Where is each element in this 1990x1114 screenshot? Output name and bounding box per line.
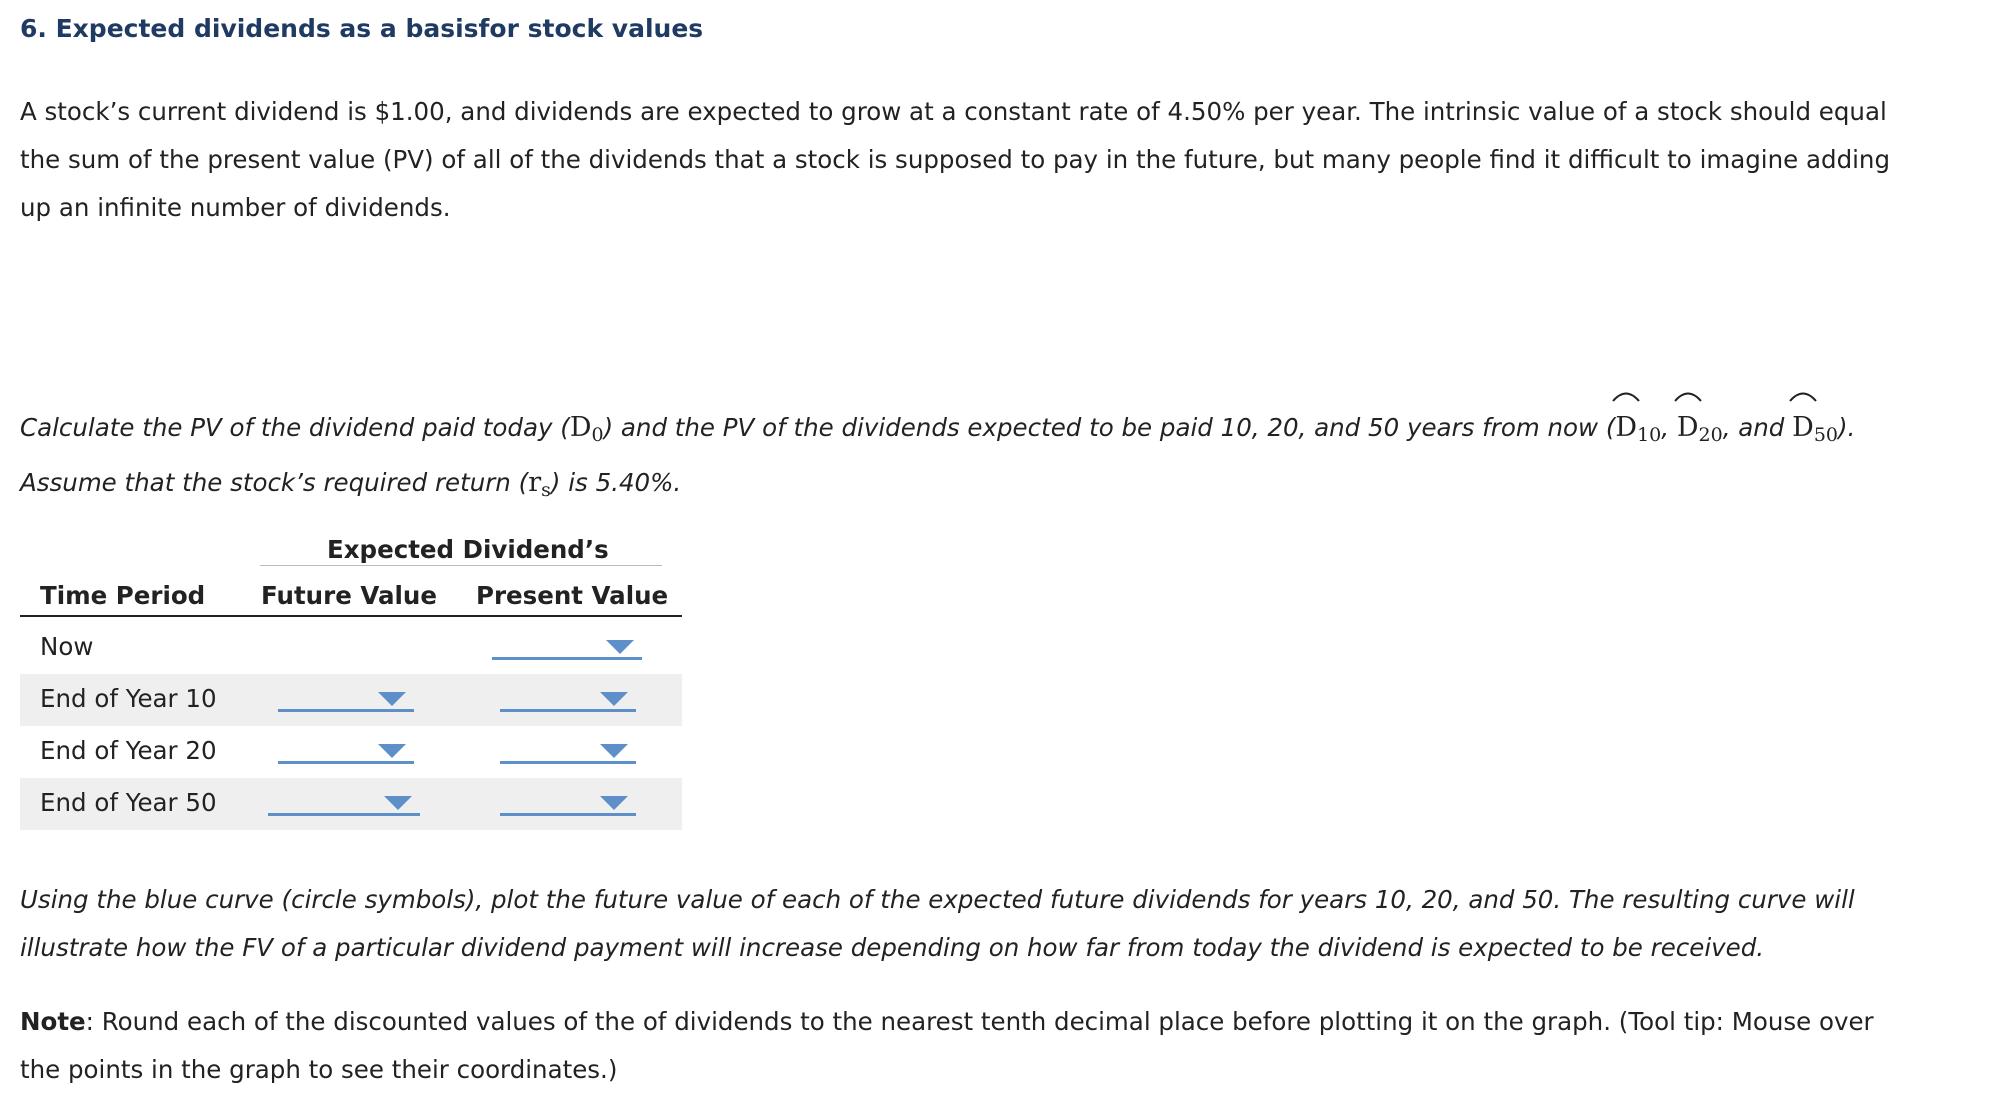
instruction-part1: Calculate the PV of the dividend paid today ( bbox=[20, 413, 570, 442]
row-label: End of Year 20 bbox=[40, 736, 217, 765]
pv-dropdown-year20[interactable] bbox=[500, 738, 636, 764]
d20-subscript: 20 bbox=[1698, 424, 1723, 446]
instruction-part3: ). Assume that the stock’s required return ( bbox=[20, 413, 1856, 497]
note-text: : Round each of the discounted values of the of dividends to the nearest tenth decimal place before plotting it on the graph. (Tool tip: Mouse over the points in the graph to see their coordinates.) bbox=[20, 1007, 1874, 1084]
rs-subscript: s bbox=[541, 479, 551, 501]
dropdown-arrow-icon bbox=[600, 692, 628, 706]
col-header-fv: Future Value bbox=[261, 581, 437, 610]
pv-dropdown-year10[interactable] bbox=[500, 686, 636, 712]
plot-instruction: Using the blue curve (circle symbols), plot the future value of each of the expected future dividends for years 10, 20, and 50. The resulting curve will illustrate how the FV of a particular dividend payment will increase depending on how far from today the dividend is expected to be received. bbox=[20, 885, 1855, 962]
pv-dropdown-now[interactable] bbox=[492, 634, 642, 660]
fv-dropdown-year20[interactable] bbox=[278, 738, 414, 764]
instruction-part4: ) is 5.40%. bbox=[550, 468, 682, 497]
note-paragraph bbox=[20, 998, 1900, 1094]
d50-subscript: 50 bbox=[1813, 424, 1838, 446]
row-label: End of Year 10 bbox=[40, 684, 217, 713]
row-label: End of Year 50 bbox=[40, 788, 217, 817]
group-header-underline bbox=[260, 565, 662, 566]
dropdown-arrow-icon bbox=[378, 744, 406, 758]
header-rule bbox=[20, 615, 682, 617]
d0-subscript: 0 bbox=[591, 424, 604, 446]
d50-hat-symbol: D bbox=[1792, 404, 1814, 452]
dropdown-arrow-icon bbox=[378, 692, 406, 706]
instruction-part2: ) and the PV of the dividends expected to be paid 10, 20, and 50 years from now ( bbox=[603, 413, 1616, 442]
fv-dropdown-year10[interactable] bbox=[278, 686, 414, 712]
instruction-sep1: , bbox=[1661, 413, 1677, 442]
col-header-pv: Present Value bbox=[476, 581, 669, 610]
fv-dropdown-year50[interactable] bbox=[268, 790, 420, 816]
hat-accent-icon bbox=[1611, 388, 1641, 402]
instruction-sep2: , and bbox=[1722, 413, 1785, 442]
table-row bbox=[20, 622, 682, 674]
calculation-instruction bbox=[20, 404, 1900, 514]
hat-accent-icon bbox=[1673, 388, 1703, 402]
note-label: Note bbox=[20, 1007, 86, 1036]
dropdown-arrow-icon bbox=[600, 744, 628, 758]
pv-dropdown-year50[interactable] bbox=[500, 790, 636, 816]
group-header: Expected Dividend’s bbox=[327, 535, 609, 564]
rs-symbol: r bbox=[528, 467, 542, 498]
table-row bbox=[20, 778, 682, 830]
d20-hat-symbol: D bbox=[1677, 404, 1699, 452]
hat-accent-icon bbox=[1788, 388, 1818, 402]
table-row bbox=[20, 674, 682, 726]
intro-paragraph: A stock’s current dividend is $1.00, and dividends are expected to grow at a constant rate of 4.50% per year. The intrinsic value of a stock should equal the sum of the present value (PV) of all of the dividends that a stock is supposed to pay in the future, but many people find it difficult to imagine adding up an infinite number of dividends. bbox=[20, 97, 1891, 222]
dropdown-arrow-icon bbox=[384, 796, 412, 810]
dropdown-arrow-icon bbox=[606, 640, 634, 654]
col-header-time: Time Period bbox=[40, 581, 206, 610]
table-row bbox=[20, 726, 682, 778]
dropdown-arrow-icon bbox=[600, 796, 628, 810]
d0-symbol: D bbox=[569, 412, 592, 443]
section-title: 6. Expected dividends as a basisfor stock values bbox=[20, 14, 704, 43]
row-label: Now bbox=[40, 632, 94, 661]
d10-hat-symbol: D bbox=[1615, 404, 1637, 452]
d10-subscript: 10 bbox=[1637, 424, 1662, 446]
